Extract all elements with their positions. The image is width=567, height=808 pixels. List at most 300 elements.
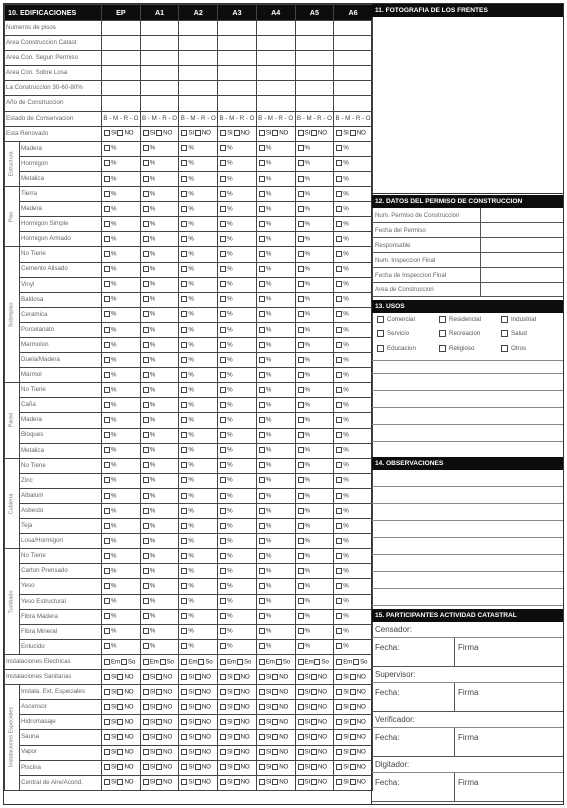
checkbox[interactable] xyxy=(117,779,123,785)
checkbox[interactable] xyxy=(143,538,149,544)
estado-cell[interactable]: B - M - R - O xyxy=(218,111,257,126)
checkbox[interactable] xyxy=(276,659,282,665)
checkbox[interactable] xyxy=(259,160,265,166)
checkbox[interactable] xyxy=(143,719,149,725)
checkbox[interactable] xyxy=(181,372,187,378)
checkbox[interactable] xyxy=(350,734,356,740)
checkbox[interactable] xyxy=(259,477,265,483)
checkbox[interactable] xyxy=(336,342,342,348)
checkbox[interactable] xyxy=(311,674,317,680)
checkbox[interactable] xyxy=(104,628,110,634)
checkbox[interactable] xyxy=(336,764,342,770)
checkbox[interactable] xyxy=(272,130,278,136)
checkbox[interactable] xyxy=(298,357,304,363)
checkbox[interactable] xyxy=(143,221,149,227)
checkbox[interactable] xyxy=(104,296,110,302)
checkbox[interactable] xyxy=(181,191,187,197)
checkbox[interactable] xyxy=(259,568,265,574)
checkbox[interactable] xyxy=(298,719,304,725)
uso-option[interactable] xyxy=(376,330,438,344)
checkbox[interactable] xyxy=(336,674,342,680)
checkbox[interactable] xyxy=(104,432,110,438)
checkbox[interactable] xyxy=(298,432,304,438)
checkbox[interactable] xyxy=(195,734,201,740)
value-cell[interactable] xyxy=(179,66,218,81)
value-cell[interactable] xyxy=(218,21,257,36)
checkbox[interactable] xyxy=(198,659,204,665)
checkbox[interactable] xyxy=(195,749,201,755)
checkbox[interactable] xyxy=(104,749,110,755)
checkbox[interactable] xyxy=(298,402,304,408)
checkbox[interactable] xyxy=(336,704,342,710)
checkbox[interactable] xyxy=(104,251,110,257)
checkbox[interactable] xyxy=(259,628,265,634)
checkbox[interactable] xyxy=(181,704,187,710)
checkbox[interactable] xyxy=(350,749,356,755)
checkbox[interactable] xyxy=(181,221,187,227)
checkbox[interactable] xyxy=(181,538,187,544)
checkbox[interactable] xyxy=(220,281,226,287)
checkbox[interactable] xyxy=(104,583,110,589)
checkbox[interactable] xyxy=(259,342,265,348)
checkbox[interactable] xyxy=(104,191,110,197)
checkbox[interactable] xyxy=(259,553,265,559)
checkbox[interactable] xyxy=(143,643,149,649)
checkbox[interactable] xyxy=(143,447,149,453)
checkbox[interactable] xyxy=(237,659,243,665)
checkbox[interactable] xyxy=(181,477,187,483)
checkbox[interactable] xyxy=(272,749,278,755)
checkbox[interactable] xyxy=(181,387,187,393)
checkbox[interactable] xyxy=(220,689,226,695)
value-cell[interactable] xyxy=(256,81,295,96)
checkbox[interactable] xyxy=(234,674,240,680)
checkbox[interactable] xyxy=(143,477,149,483)
checkbox[interactable] xyxy=(181,236,187,242)
checkbox[interactable] xyxy=(143,160,149,166)
photo-area[interactable] xyxy=(372,17,564,194)
checkbox[interactable] xyxy=(298,266,304,272)
checkbox[interactable] xyxy=(156,734,162,740)
checkbox[interactable] xyxy=(234,734,240,740)
checkbox[interactable] xyxy=(298,236,304,242)
checkbox[interactable] xyxy=(220,659,226,665)
checkbox[interactable] xyxy=(234,719,240,725)
checkbox[interactable] xyxy=(181,568,187,574)
checkbox[interactable] xyxy=(336,508,342,514)
checkbox[interactable] xyxy=(259,221,265,227)
checkbox[interactable] xyxy=(104,568,110,574)
checkbox[interactable] xyxy=(156,779,162,785)
checkbox[interactable] xyxy=(311,719,317,725)
value-cell[interactable] xyxy=(218,66,257,81)
checkbox[interactable] xyxy=(336,160,342,166)
checkbox[interactable] xyxy=(181,628,187,634)
checkbox[interactable] xyxy=(272,734,278,740)
checkbox[interactable] xyxy=(234,689,240,695)
checkbox[interactable] xyxy=(181,764,187,770)
checkbox[interactable] xyxy=(259,643,265,649)
checkbox[interactable] xyxy=(298,583,304,589)
uso-option[interactable] xyxy=(500,330,562,344)
checkbox[interactable] xyxy=(143,417,149,423)
checkbox[interactable] xyxy=(439,330,446,337)
checkbox[interactable] xyxy=(298,417,304,423)
checkbox[interactable] xyxy=(220,432,226,438)
estado-cell[interactable]: B - M - R - O xyxy=(334,111,373,126)
checkbox[interactable] xyxy=(298,659,304,665)
checkbox[interactable] xyxy=(143,296,149,302)
checkbox[interactable] xyxy=(195,674,201,680)
checkbox[interactable] xyxy=(160,659,166,665)
checkbox[interactable] xyxy=(220,719,226,725)
checkbox[interactable] xyxy=(220,296,226,302)
checkbox[interactable] xyxy=(143,176,149,182)
checkbox[interactable] xyxy=(298,311,304,317)
value-cell[interactable] xyxy=(140,51,179,66)
checkbox[interactable] xyxy=(298,176,304,182)
checkbox[interactable] xyxy=(181,749,187,755)
checkbox[interactable] xyxy=(220,357,226,363)
value-cell[interactable] xyxy=(256,96,295,111)
checkbox[interactable] xyxy=(181,779,187,785)
checkbox[interactable] xyxy=(298,538,304,544)
checkbox[interactable] xyxy=(259,296,265,302)
checkbox[interactable] xyxy=(336,145,342,151)
value-cell[interactable] xyxy=(295,36,334,51)
checkbox[interactable] xyxy=(181,130,187,136)
checkbox[interactable] xyxy=(143,628,149,634)
checkbox[interactable] xyxy=(143,568,149,574)
checkbox[interactable] xyxy=(336,387,342,393)
checkbox[interactable] xyxy=(156,674,162,680)
checkbox[interactable] xyxy=(181,734,187,740)
checkbox[interactable] xyxy=(104,221,110,227)
checkbox[interactable] xyxy=(104,764,110,770)
checkbox[interactable] xyxy=(336,357,342,363)
checkbox[interactable] xyxy=(104,327,110,333)
checkbox[interactable] xyxy=(298,598,304,604)
checkbox[interactable] xyxy=(220,387,226,393)
value-cell[interactable] xyxy=(295,51,334,66)
checkbox[interactable] xyxy=(336,447,342,453)
value-cell[interactable] xyxy=(334,96,373,111)
checkbox[interactable] xyxy=(195,779,201,785)
checkbox[interactable] xyxy=(220,477,226,483)
checkbox[interactable] xyxy=(143,266,149,272)
checkbox[interactable] xyxy=(336,296,342,302)
checkbox[interactable] xyxy=(181,327,187,333)
checkbox[interactable] xyxy=(259,176,265,182)
uso-option[interactable] xyxy=(500,345,562,359)
checkbox[interactable] xyxy=(350,779,356,785)
checkbox[interactable] xyxy=(220,523,226,529)
checkbox[interactable] xyxy=(259,493,265,499)
checkbox[interactable] xyxy=(298,508,304,514)
checkbox[interactable] xyxy=(104,462,110,468)
value-cell[interactable] xyxy=(140,66,179,81)
checkbox[interactable] xyxy=(501,316,508,323)
checkbox[interactable] xyxy=(195,689,201,695)
checkbox[interactable] xyxy=(220,583,226,589)
value-cell[interactable] xyxy=(295,66,334,81)
checkbox[interactable] xyxy=(501,345,508,352)
checkbox[interactable] xyxy=(181,311,187,317)
checkbox[interactable] xyxy=(220,538,226,544)
checkbox[interactable] xyxy=(259,251,265,257)
checkbox[interactable] xyxy=(377,316,384,323)
estado-cell[interactable]: B - M - R - O xyxy=(256,111,295,126)
checkbox[interactable] xyxy=(259,130,265,136)
checkbox[interactable] xyxy=(143,493,149,499)
checkbox[interactable] xyxy=(143,779,149,785)
checkbox[interactable] xyxy=(259,417,265,423)
checkbox[interactable] xyxy=(104,779,110,785)
checkbox[interactable] xyxy=(336,462,342,468)
checkbox[interactable] xyxy=(220,674,226,680)
checkbox[interactable] xyxy=(220,704,226,710)
checkbox[interactable] xyxy=(104,160,110,166)
checkbox[interactable] xyxy=(181,674,187,680)
checkbox[interactable] xyxy=(181,296,187,302)
checkbox[interactable] xyxy=(220,130,226,136)
uso-option[interactable] xyxy=(376,316,438,330)
checkbox[interactable] xyxy=(259,266,265,272)
checkbox[interactable] xyxy=(336,583,342,589)
checkbox[interactable] xyxy=(259,206,265,212)
checkbox[interactable] xyxy=(104,613,110,619)
checkbox[interactable] xyxy=(311,689,317,695)
checkbox[interactable] xyxy=(220,553,226,559)
checkbox[interactable] xyxy=(117,734,123,740)
checkbox[interactable] xyxy=(298,749,304,755)
uso-option[interactable] xyxy=(500,316,562,330)
uso-option[interactable] xyxy=(376,345,438,359)
checkbox[interactable] xyxy=(259,749,265,755)
value-cell[interactable] xyxy=(102,51,141,66)
checkbox[interactable] xyxy=(143,583,149,589)
checkbox[interactable] xyxy=(298,613,304,619)
checkbox[interactable] xyxy=(259,734,265,740)
value-cell[interactable] xyxy=(179,81,218,96)
checkbox[interactable] xyxy=(104,145,110,151)
checkbox[interactable] xyxy=(298,477,304,483)
checkbox[interactable] xyxy=(220,417,226,423)
checkbox[interactable] xyxy=(259,236,265,242)
value-cell[interactable] xyxy=(334,21,373,36)
checkbox[interactable] xyxy=(259,327,265,333)
value-cell[interactable] xyxy=(179,51,218,66)
checkbox[interactable] xyxy=(104,643,110,649)
checkbox[interactable] xyxy=(311,764,317,770)
checkbox[interactable] xyxy=(181,266,187,272)
checkbox[interactable] xyxy=(117,130,123,136)
checkbox[interactable] xyxy=(195,719,201,725)
estado-cell[interactable]: B - M - R - O xyxy=(179,111,218,126)
checkbox[interactable] xyxy=(234,749,240,755)
checkbox[interactable] xyxy=(259,598,265,604)
checkbox[interactable] xyxy=(181,523,187,529)
checkbox[interactable] xyxy=(259,281,265,287)
checkbox[interactable] xyxy=(220,613,226,619)
checkbox[interactable] xyxy=(501,330,508,337)
checkbox[interactable] xyxy=(220,643,226,649)
checkbox[interactable] xyxy=(181,719,187,725)
checkbox[interactable] xyxy=(336,689,342,695)
checkbox[interactable] xyxy=(336,432,342,438)
checkbox[interactable] xyxy=(336,236,342,242)
checkbox[interactable] xyxy=(181,493,187,499)
checkbox[interactable] xyxy=(181,613,187,619)
checkbox[interactable] xyxy=(181,160,187,166)
checkbox[interactable] xyxy=(117,749,123,755)
checkbox[interactable] xyxy=(220,493,226,499)
checkbox[interactable] xyxy=(259,779,265,785)
checkbox[interactable] xyxy=(311,779,317,785)
checkbox[interactable] xyxy=(298,674,304,680)
checkbox[interactable] xyxy=(220,145,226,151)
checkbox[interactable] xyxy=(181,598,187,604)
checkbox[interactable] xyxy=(272,779,278,785)
checkbox[interactable] xyxy=(181,659,187,665)
value-cell[interactable] xyxy=(102,21,141,36)
checkbox[interactable] xyxy=(220,749,226,755)
checkbox[interactable] xyxy=(298,145,304,151)
checkbox[interactable] xyxy=(311,130,317,136)
checkbox[interactable] xyxy=(298,251,304,257)
checkbox[interactable] xyxy=(259,613,265,619)
value-cell[interactable] xyxy=(179,36,218,51)
checkbox[interactable] xyxy=(336,417,342,423)
value-cell[interactable] xyxy=(334,66,373,81)
checkbox[interactable] xyxy=(377,330,384,337)
checkbox[interactable] xyxy=(336,176,342,182)
checkbox[interactable] xyxy=(259,689,265,695)
checkbox[interactable] xyxy=(220,221,226,227)
value-cell[interactable] xyxy=(102,96,141,111)
checkbox[interactable] xyxy=(143,462,149,468)
checkbox[interactable] xyxy=(104,417,110,423)
checkbox[interactable] xyxy=(298,523,304,529)
estado-cell[interactable]: B - M - R - O xyxy=(140,111,179,126)
checkbox[interactable] xyxy=(181,553,187,559)
value-cell[interactable] xyxy=(218,96,257,111)
checkbox[interactable] xyxy=(117,674,123,680)
checkbox[interactable] xyxy=(143,734,149,740)
checkbox[interactable] xyxy=(336,598,342,604)
checkbox[interactable] xyxy=(353,659,359,665)
checkbox[interactable] xyxy=(220,176,226,182)
checkbox[interactable] xyxy=(220,598,226,604)
checkbox[interactable] xyxy=(377,345,384,352)
value-cell[interactable] xyxy=(218,81,257,96)
checkbox[interactable] xyxy=(181,432,187,438)
checkbox[interactable] xyxy=(259,674,265,680)
checkbox[interactable] xyxy=(143,749,149,755)
checkbox[interactable] xyxy=(104,342,110,348)
checkbox[interactable] xyxy=(121,659,127,665)
checkbox[interactable] xyxy=(259,357,265,363)
checkbox[interactable] xyxy=(259,402,265,408)
checkbox[interactable] xyxy=(336,523,342,529)
checkbox[interactable] xyxy=(439,345,446,352)
estado-cell[interactable]: B - M - R - O xyxy=(102,111,141,126)
checkbox[interactable] xyxy=(181,689,187,695)
checkbox[interactable] xyxy=(259,583,265,589)
checkbox[interactable] xyxy=(259,523,265,529)
value-cell[interactable] xyxy=(140,36,179,51)
checkbox[interactable] xyxy=(104,598,110,604)
checkbox[interactable] xyxy=(143,357,149,363)
checkbox[interactable] xyxy=(143,689,149,695)
checkbox[interactable] xyxy=(220,628,226,634)
checkbox[interactable] xyxy=(298,296,304,302)
checkbox[interactable] xyxy=(234,764,240,770)
checkbox[interactable] xyxy=(143,281,149,287)
checkbox[interactable] xyxy=(156,689,162,695)
value-cell[interactable] xyxy=(295,21,334,36)
checkbox[interactable] xyxy=(311,749,317,755)
checkbox[interactable] xyxy=(272,674,278,680)
checkbox[interactable] xyxy=(272,689,278,695)
checkbox[interactable] xyxy=(143,704,149,710)
checkbox[interactable] xyxy=(181,342,187,348)
checkbox[interactable] xyxy=(259,191,265,197)
checkbox[interactable] xyxy=(181,357,187,363)
checkbox[interactable] xyxy=(439,316,446,323)
checkbox[interactable] xyxy=(336,477,342,483)
checkbox[interactable] xyxy=(104,659,110,665)
checkbox[interactable] xyxy=(259,447,265,453)
checkbox[interactable] xyxy=(259,719,265,725)
checkbox[interactable] xyxy=(350,764,356,770)
checkbox[interactable] xyxy=(220,508,226,514)
checkbox[interactable] xyxy=(220,342,226,348)
value-cell[interactable] xyxy=(256,36,295,51)
checkbox[interactable] xyxy=(311,734,317,740)
checkbox[interactable] xyxy=(220,236,226,242)
checkbox[interactable] xyxy=(298,779,304,785)
checkbox[interactable] xyxy=(195,130,201,136)
checkbox[interactable] xyxy=(350,719,356,725)
checkbox[interactable] xyxy=(143,145,149,151)
value-cell[interactable] xyxy=(102,66,141,81)
checkbox[interactable] xyxy=(298,281,304,287)
checkbox[interactable] xyxy=(350,674,356,680)
checkbox[interactable] xyxy=(259,538,265,544)
checkbox[interactable] xyxy=(220,251,226,257)
checkbox[interactable] xyxy=(195,704,201,710)
checkbox[interactable] xyxy=(143,342,149,348)
checkbox[interactable] xyxy=(143,236,149,242)
checkbox[interactable] xyxy=(117,719,123,725)
checkbox[interactable] xyxy=(143,130,149,136)
checkbox[interactable] xyxy=(259,508,265,514)
checkbox[interactable] xyxy=(220,191,226,197)
checkbox[interactable] xyxy=(143,402,149,408)
checkbox[interactable] xyxy=(104,734,110,740)
observaciones-lines[interactable] xyxy=(372,470,564,606)
checkbox[interactable] xyxy=(195,764,201,770)
checkbox[interactable] xyxy=(143,206,149,212)
value-cell[interactable] xyxy=(218,36,257,51)
checkbox[interactable] xyxy=(104,493,110,499)
checkbox[interactable] xyxy=(143,764,149,770)
checkbox[interactable] xyxy=(311,704,317,710)
checkbox[interactable] xyxy=(156,719,162,725)
checkbox[interactable] xyxy=(181,281,187,287)
checkbox[interactable] xyxy=(336,613,342,619)
